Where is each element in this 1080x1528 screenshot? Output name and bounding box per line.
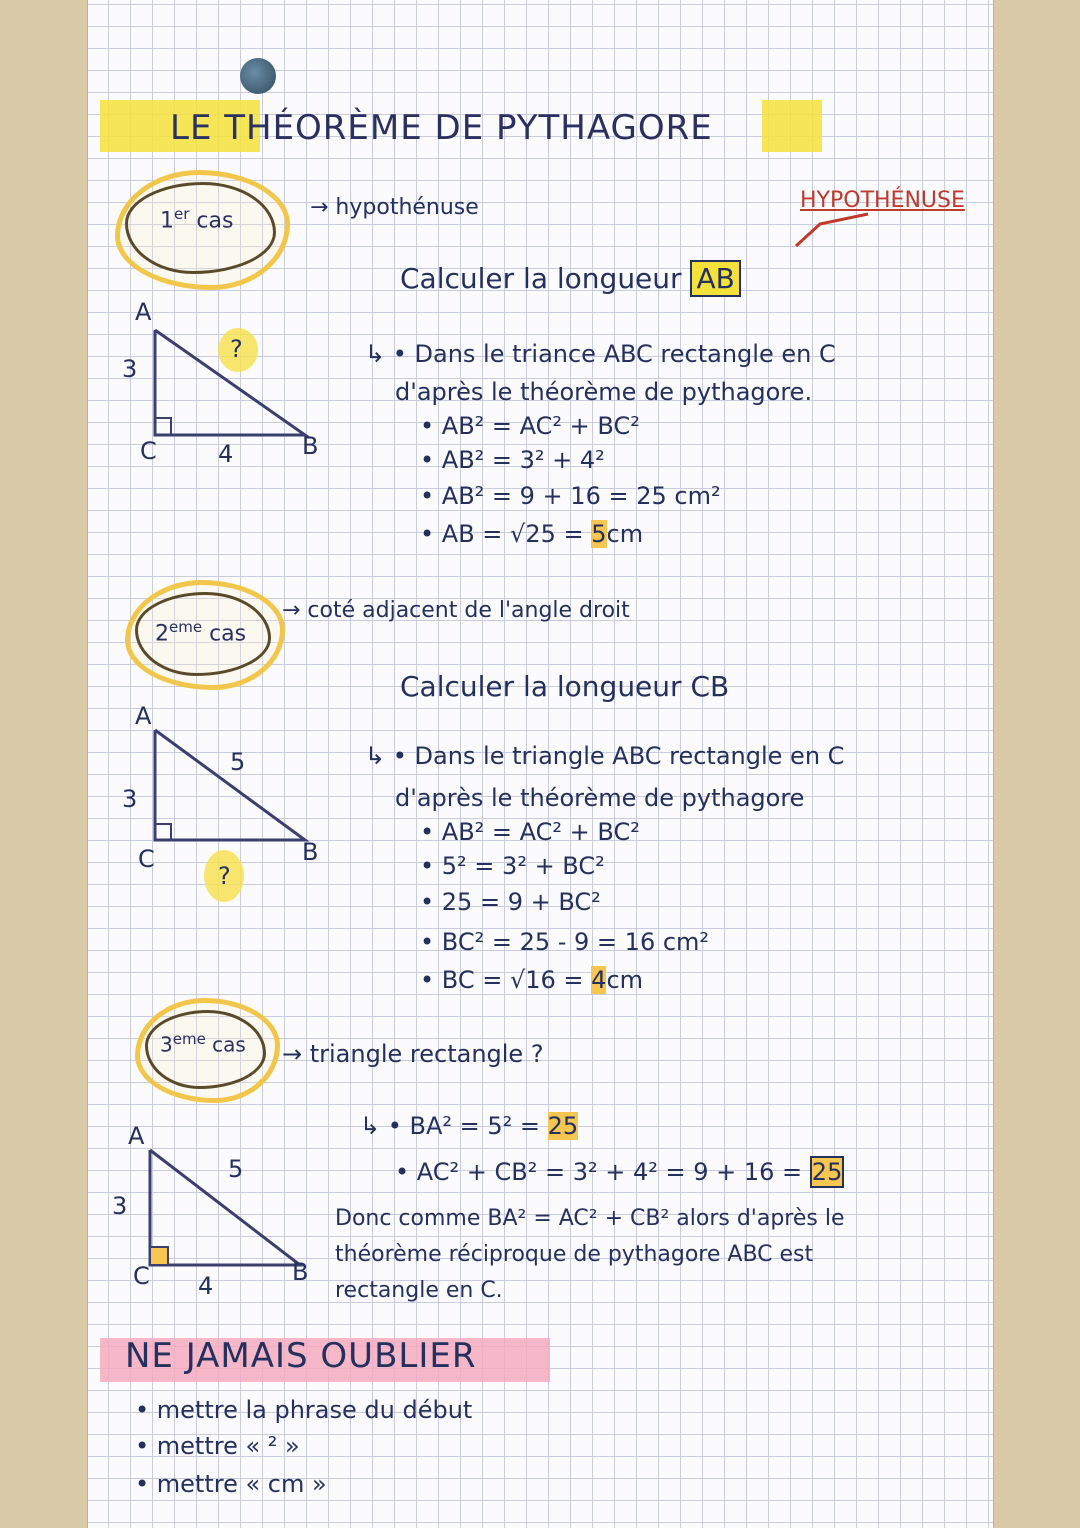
case3-vertex-b: B [292,1258,309,1286]
reminder-title: NE JAMAIS OUBLIER [125,1336,477,1376]
case2-step2: • 5² = 3² + BC² [420,852,605,880]
hypotenuse-tag: HYPOTHÉNUSE [800,188,965,213]
case1-side-left: 3 [122,355,138,383]
case2-step1: • AB² = AC² + BC² [420,818,640,846]
case2-vertex-c: C [138,845,155,873]
reminder-item-2: • mettre « ² » [135,1432,300,1460]
case2-line1: ↳ • Dans le triangle ABC rectangle en C [365,742,845,770]
case3-conclusion-3: rectangle en C. [335,1278,503,1303]
case2-note: → coté adjacent de l'angle droit [282,598,630,623]
case3-step2: • AC² + CB² = 3² + 4² = 9 + 16 = 25 [395,1158,843,1186]
case1-vertex-c: C [140,437,157,465]
case2-step5: • BC = √16 = 4cm [420,966,644,994]
case2-line2: d'après le théorème de pythagore [395,784,805,812]
case1-vertex-b: B [302,432,319,460]
case1-step1: • AB² = AC² + BC² [420,412,640,440]
case1-label: 1er cas [160,205,234,234]
case2-label: 2eme cas [155,618,247,647]
case1-line1: ↳ • Dans le triance ABC rectangle en C [365,340,836,368]
reminder-item-3: • mettre « cm » [135,1470,327,1498]
case2-heading: Calculer la longueur CB [400,670,730,703]
case3-side-bottom: 4 [198,1272,214,1300]
case3-note: → triangle rectangle ? [282,1040,544,1068]
case3-side-left: 3 [112,1192,128,1220]
case1-note: → hypothénuse [310,195,479,220]
case3-side-hyp: 5 [228,1155,244,1183]
case3-conclusion-2: théorème réciproque de pythagore ABC est [335,1242,814,1267]
case3-label: 3eme cas [160,1030,246,1057]
case3-vertex-a: A [128,1122,145,1150]
case2-step3: • 25 = 9 + BC² [420,888,601,916]
case3-result1: 25 [547,1112,579,1140]
case1-step3: • AB² = 9 + 16 = 25 cm² [420,482,721,510]
case2-vertex-a: A [135,702,152,730]
case2-step4: • BC² = 25 - 9 = 16 cm² [420,928,710,956]
reminder-item-1: • mettre la phrase du début [135,1396,473,1424]
case1-line2: d'après le théorème de pythagore. [395,378,813,406]
case2-side-left: 3 [122,785,138,813]
case1-heading: Calculer la longueur AB [400,262,741,295]
case3-vertex-c: C [133,1262,150,1290]
case1-step2: • AB² = 3² + 4² [420,446,605,474]
case1-result: 5 [591,520,607,548]
page-title: LE THÉORÈME DE PYTHAGORE [170,108,713,148]
case1-side-bottom: 4 [218,440,234,468]
case1-step4: • AB = √25 = 5cm [420,520,644,548]
case1-vertex-a: A [135,298,152,326]
case3-conclusion-1: Donc comme BA² = AC² + CB² alors d'après le [335,1206,845,1231]
case2-side-bottom: ? [218,862,231,890]
case3-step1: ↳ • BA² = 5² = 25 [360,1112,579,1140]
case2-vertex-b: B [302,838,319,866]
case2-side-hyp: 5 [230,748,246,776]
case3-result2: 25 [811,1158,843,1186]
case1-side-hyp: ? [230,335,243,363]
case2-result: 4 [591,966,607,994]
